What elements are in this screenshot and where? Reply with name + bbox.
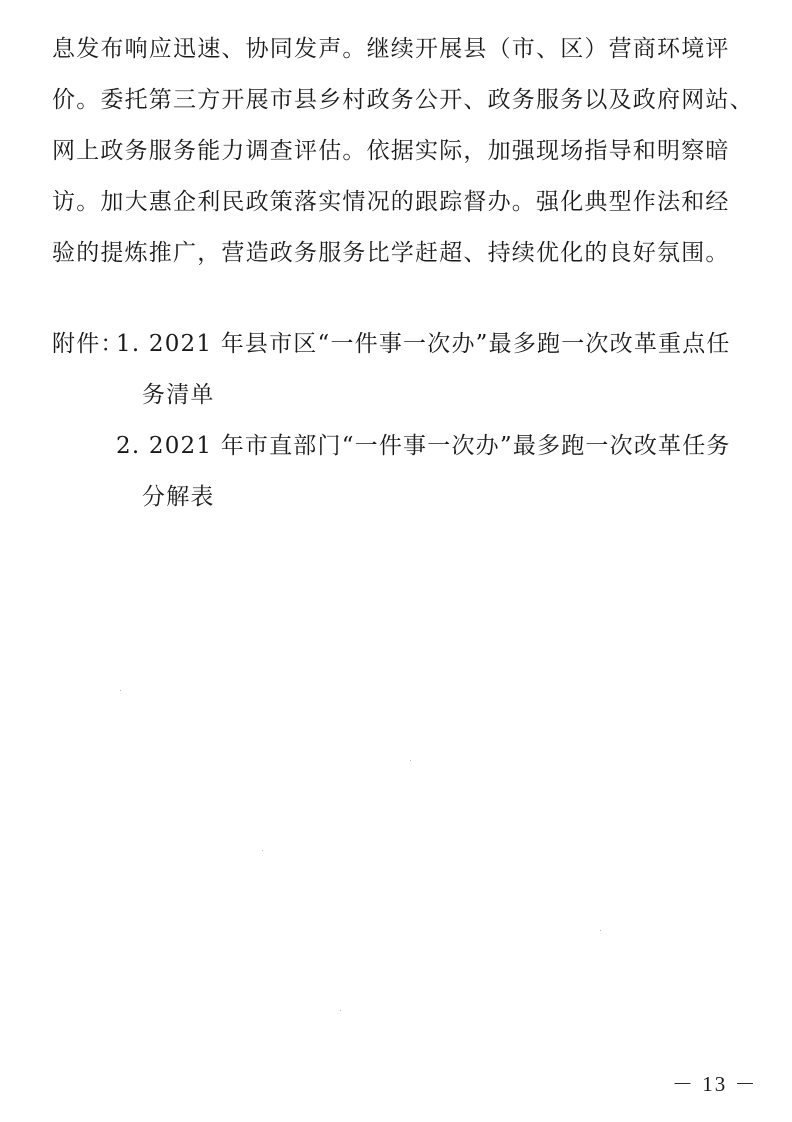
attachment-item-1-continued — [52, 370, 752, 421]
body-line: 价。委托第三方开展市县乡村政务公开、政务服务以及政府网站、 — [52, 87, 754, 113]
body-line: 访。加大惠企利民政策落实情况的跟踪督办。强化典型作法和经 — [52, 189, 730, 215]
attachment-item-2-line-1: 2. 2021 年市直部门“一件事一次办”最多跑一次改革任务 — [116, 433, 731, 459]
page-number: － 13 － — [672, 1072, 758, 1096]
attachment-item-1-line-2: 务清单 — [142, 382, 215, 408]
body-line: 验的提炼推广，营造政务服务比学赶超、持续优化的良好氛围。 — [52, 240, 730, 266]
body-line: 网上政务服务能力调查评估。依据实际，加强现场指导和明察暗 — [52, 138, 730, 164]
attachment-item-1-line-1: 1. 2021 年县市区“一件事一次办”最多跑一次改革重点任 — [116, 331, 731, 357]
attachment-item-1 — [52, 319, 752, 370]
attachment-item-2-line-2: 分解表 — [142, 484, 215, 510]
body-line: 息发布响应迅速、协同发声。继续开展县（市、区）营商环境评 — [52, 36, 730, 62]
body-paragraph — [52, 24, 752, 279]
attachment-item-2 — [52, 421, 752, 472]
attachments-label: 附件： — [52, 331, 125, 357]
attachments-section — [52, 319, 752, 523]
attachment-item-2-continued — [52, 472, 752, 523]
